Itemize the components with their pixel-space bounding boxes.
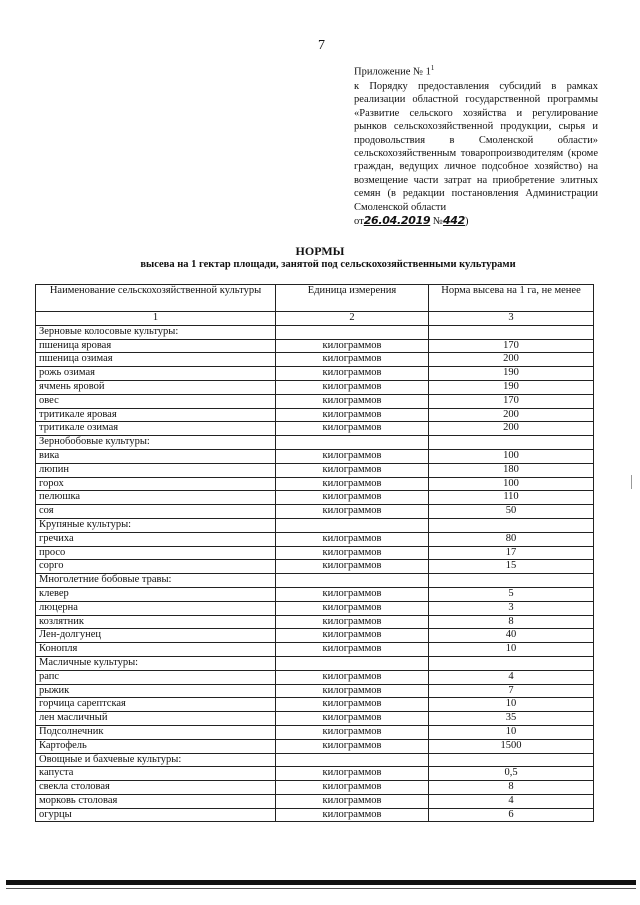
unit-cell: килограммов xyxy=(276,767,429,781)
crop-name-cell: свекла столовая xyxy=(36,781,276,795)
crop-name-cell: козлятник xyxy=(36,615,276,629)
table-row xyxy=(36,629,594,643)
crop-name-cell: вика xyxy=(36,449,276,463)
unit-cell: килограммов xyxy=(276,739,429,753)
unit-cell: килограммов xyxy=(276,353,429,367)
norm-cell xyxy=(429,518,594,532)
norm-cell: 50 xyxy=(429,505,594,519)
norm-cell: 170 xyxy=(429,394,594,408)
crop-name-cell: пшеница яровая xyxy=(36,339,276,353)
unit-cell: килограммов xyxy=(276,794,429,808)
unit-cell: килограммов xyxy=(276,367,429,381)
table-row xyxy=(36,725,594,739)
unit-cell: килограммов xyxy=(276,670,429,684)
norm-cell xyxy=(429,325,594,339)
crop-name-cell: соя xyxy=(36,505,276,519)
crop-name-cell: Зернобобовые культуры: xyxy=(36,436,276,450)
crop-name-cell: Подсолнечник xyxy=(36,725,276,739)
table-row xyxy=(36,339,594,353)
crop-name-cell: сорго xyxy=(36,560,276,574)
unit-cell: килограммов xyxy=(276,546,429,560)
table-row xyxy=(36,436,594,450)
table-row xyxy=(36,601,594,615)
norm-cell: 190 xyxy=(429,380,594,394)
norm-cell xyxy=(429,656,594,670)
norm-cell: 6 xyxy=(429,808,594,822)
table-row xyxy=(36,615,594,629)
table-row xyxy=(36,380,594,394)
table-row xyxy=(36,491,594,505)
unit-cell: килограммов xyxy=(276,560,429,574)
table-row xyxy=(36,518,594,532)
appendix-block xyxy=(354,62,598,228)
unit-cell: килограммов xyxy=(276,712,429,726)
unit-cell: килограммов xyxy=(276,422,429,436)
table-row xyxy=(36,712,594,726)
crop-name-cell: лен масличный xyxy=(36,712,276,726)
column-number-2: 2 xyxy=(276,312,429,326)
norm-cell: 3 xyxy=(429,601,594,615)
norm-cell xyxy=(429,436,594,450)
table-row xyxy=(36,532,594,546)
table-body xyxy=(36,325,594,822)
crop-name-cell: Многолетние бобовые травы: xyxy=(36,574,276,588)
crop-name-cell: горчица сарептская xyxy=(36,698,276,712)
norm-cell: 190 xyxy=(429,367,594,381)
norm-cell xyxy=(429,574,594,588)
norm-cell: 10 xyxy=(429,725,594,739)
handwritten-date: 26.04.2019 xyxy=(363,213,431,227)
crop-name-cell: Крупяные культуры: xyxy=(36,518,276,532)
page-number: 7 xyxy=(318,38,325,53)
crop-name-cell: Картофель xyxy=(36,739,276,753)
table-row xyxy=(36,739,594,753)
crop-name-cell: гречиха xyxy=(36,532,276,546)
unit-cell: килограммов xyxy=(276,380,429,394)
appendix-label xyxy=(354,62,598,79)
appendix-superscript: 1 xyxy=(430,64,435,72)
column-number-row xyxy=(36,312,594,326)
table-row xyxy=(36,698,594,712)
unit-cell xyxy=(276,753,429,767)
unit-cell: килограммов xyxy=(276,587,429,601)
crop-name-cell: Масличные культуры: xyxy=(36,656,276,670)
table-row xyxy=(36,367,594,381)
table-row xyxy=(36,684,594,698)
norm-cell: 17 xyxy=(429,546,594,560)
norm-cell: 100 xyxy=(429,477,594,491)
norm-cell: 1500 xyxy=(429,739,594,753)
norm-cell: 10 xyxy=(429,643,594,657)
norm-cell: 170 xyxy=(429,339,594,353)
table-row xyxy=(36,353,594,367)
norm-cell: 15 xyxy=(429,560,594,574)
norm-cell: 80 xyxy=(429,532,594,546)
header-unit: Единица измерения xyxy=(276,285,429,312)
appendix-body: к Порядку предоставления субсидий в рамках реализации областной государственной программы «Развитие сельского хозяйства и регулирование рынков сельскохозяйственной продукции, сырья и продовольствия в Смоленской области» сельскохозяйственным товаропроизводителям (кроме граждан, ведущих личное подсобное хозяйство) на возмещение части затрат на приобретение элитных семян (в редакции постановления Администрации Смоленской области от26.04.2019 №442) xyxy=(354,80,598,227)
crop-name-cell: пшеница озимая xyxy=(36,353,276,367)
crop-name-cell: рапс xyxy=(36,670,276,684)
norm-cell: 4 xyxy=(429,794,594,808)
table-row xyxy=(36,449,594,463)
table-row xyxy=(36,560,594,574)
table-row xyxy=(36,325,594,339)
norm-cell: 110 xyxy=(429,491,594,505)
table-row xyxy=(36,753,594,767)
table-row xyxy=(36,808,594,822)
table-header-row xyxy=(36,285,594,312)
norm-cell: 10 xyxy=(429,698,594,712)
unit-cell: килограммов xyxy=(276,615,429,629)
norm-cell: 8 xyxy=(429,781,594,795)
crop-name-cell: Зерновые колосовые культуры: xyxy=(36,325,276,339)
crop-name-cell: рыжик xyxy=(36,684,276,698)
table-row xyxy=(36,463,594,477)
table-row xyxy=(36,656,594,670)
unit-cell: килограммов xyxy=(276,781,429,795)
table-row xyxy=(36,670,594,684)
crop-name-cell: ячмень яровой xyxy=(36,380,276,394)
column-number-3: 3 xyxy=(429,312,594,326)
crop-name-cell: пелюшка xyxy=(36,491,276,505)
unit-cell: килограммов xyxy=(276,698,429,712)
norm-cell: 180 xyxy=(429,463,594,477)
column-number-1: 1 xyxy=(36,312,276,326)
table-row xyxy=(36,505,594,519)
norm-cell: 40 xyxy=(429,629,594,643)
unit-cell xyxy=(276,325,429,339)
table-row xyxy=(36,794,594,808)
crop-name-cell: рожь озимая xyxy=(36,367,276,381)
number-prefix: № xyxy=(432,215,443,227)
table-row xyxy=(36,643,594,657)
crop-name-cell: тритикале озимая xyxy=(36,422,276,436)
header-norm: Норма высева на 1 га, не менее xyxy=(429,285,594,312)
table-row xyxy=(36,781,594,795)
crop-name-cell: люцерна xyxy=(36,601,276,615)
unit-cell xyxy=(276,518,429,532)
header-crop-name: Наименование сельскохозяйственной культуры xyxy=(36,285,276,312)
norm-cell: 8 xyxy=(429,615,594,629)
unit-cell: килограммов xyxy=(276,463,429,477)
norm-cell: 0,5 xyxy=(429,767,594,781)
crop-name-cell: морковь столовая xyxy=(36,794,276,808)
unit-cell xyxy=(276,574,429,588)
unit-cell: килограммов xyxy=(276,408,429,422)
table-row xyxy=(36,574,594,588)
norm-cell: 35 xyxy=(429,712,594,726)
unit-cell: килограммов xyxy=(276,532,429,546)
scan-mark xyxy=(631,475,632,489)
norm-cell: 7 xyxy=(429,684,594,698)
handwritten-number: 442 xyxy=(442,213,466,227)
unit-cell: килограммов xyxy=(276,505,429,519)
table-row xyxy=(36,408,594,422)
crop-name-cell: огурцы xyxy=(36,808,276,822)
norms-table xyxy=(35,284,594,822)
norm-cell: 5 xyxy=(429,587,594,601)
norm-cell: 100 xyxy=(429,449,594,463)
norm-cell: 200 xyxy=(429,408,594,422)
document-subtitle: высева на 1 гектар площади, занятой под сельскохозяйственными культурами xyxy=(140,259,516,270)
unit-cell: килограммов xyxy=(276,808,429,822)
crop-name-cell: овес xyxy=(36,394,276,408)
unit-cell: килограммов xyxy=(276,449,429,463)
crop-name-cell: горох xyxy=(36,477,276,491)
unit-cell: килограммов xyxy=(276,643,429,657)
appendix-body-text: к Порядку предоставления субсидий в рамках реализации областной государственной программы «Развитие сельского хозяйства и регулирование рынков сельскохозяйственной продукции, сырья и продовольствия в Смоленской области» сельскохозяйственным товаропроизводителям (кроме граждан, ведущих личное подсобное хозяйство) на возмещение части затрат на приобретение элитных семян (в редакции постановления Администрации Смоленской области xyxy=(354,80,598,213)
document-title: НОРМЫ xyxy=(295,244,345,258)
crop-name-cell: тритикале яровая xyxy=(36,408,276,422)
norm-cell: 200 xyxy=(429,422,594,436)
norm-cell xyxy=(429,753,594,767)
crop-name-cell: Конопля xyxy=(36,643,276,657)
appendix-label-text: Приложение № 1 xyxy=(354,66,431,78)
table-row xyxy=(36,546,594,560)
table-row xyxy=(36,422,594,436)
crop-name-cell: люпин xyxy=(36,463,276,477)
table-row xyxy=(36,587,594,601)
crop-name-cell: Лен-долгунец xyxy=(36,629,276,643)
unit-cell: килограммов xyxy=(276,601,429,615)
table-row xyxy=(36,394,594,408)
unit-cell: килограммов xyxy=(276,684,429,698)
crop-name-cell: клевер xyxy=(36,587,276,601)
norm-cell: 200 xyxy=(429,353,594,367)
unit-cell xyxy=(276,656,429,670)
date-prefix: от xyxy=(354,215,364,227)
scan-bottom-line xyxy=(6,888,636,889)
unit-cell: килограммов xyxy=(276,725,429,739)
unit-cell: килограммов xyxy=(276,491,429,505)
crop-name-cell: просо xyxy=(36,546,276,560)
unit-cell: килограммов xyxy=(276,339,429,353)
unit-cell xyxy=(276,436,429,450)
unit-cell: килограммов xyxy=(276,629,429,643)
unit-cell: килограммов xyxy=(276,477,429,491)
unit-cell: килограммов xyxy=(276,394,429,408)
scan-bottom-border xyxy=(6,880,636,885)
crop-name-cell: Овощные и бахчевые культуры: xyxy=(36,753,276,767)
crop-name-cell: капуста xyxy=(36,767,276,781)
norm-cell: 4 xyxy=(429,670,594,684)
table-row xyxy=(36,477,594,491)
table-row xyxy=(36,767,594,781)
